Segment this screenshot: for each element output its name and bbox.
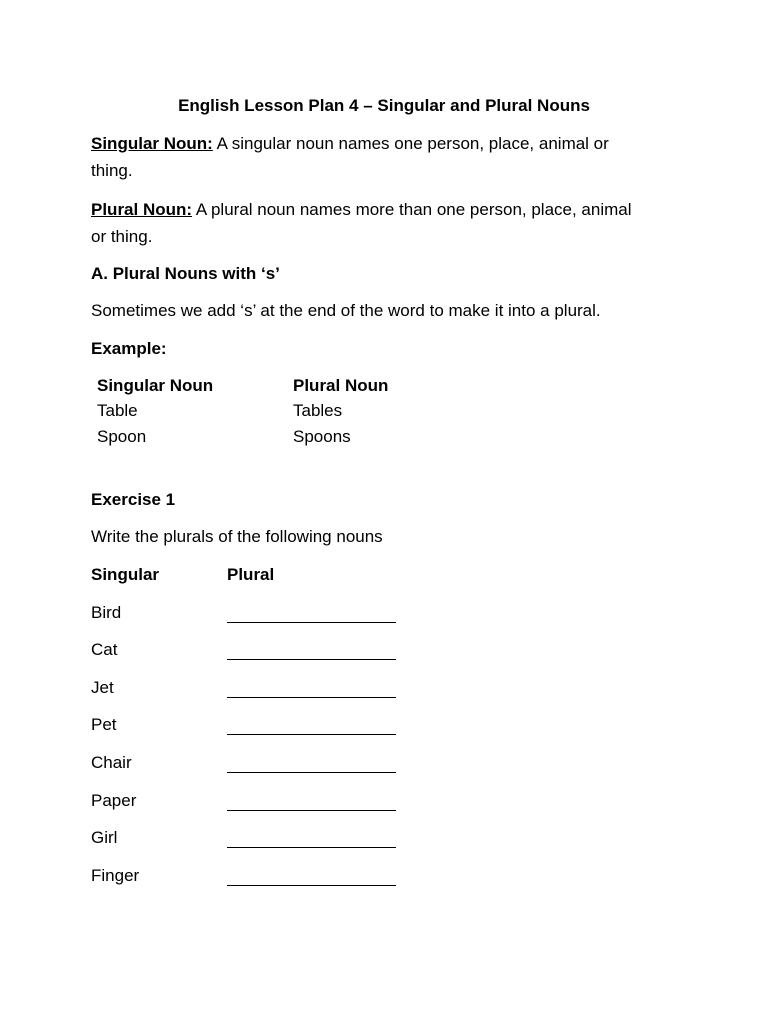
answer-blank[interactable] xyxy=(227,734,396,735)
answer-blank[interactable] xyxy=(227,697,396,698)
singular-term: Singular Noun: xyxy=(91,134,213,153)
singular-definition-cont: thing. xyxy=(91,161,133,180)
example-header-plural: Plural Noun xyxy=(293,376,389,395)
example-cell: Table xyxy=(97,401,138,420)
singular-definition xyxy=(91,133,609,155)
exercise-header-plural: Plural xyxy=(227,565,275,584)
answer-blank[interactable] xyxy=(227,772,396,773)
exercise-heading: Exercise 1 xyxy=(91,490,176,509)
answer-blank[interactable] xyxy=(227,847,396,848)
exercise-word: Girl xyxy=(91,828,118,847)
answer-blank[interactable] xyxy=(227,659,396,660)
example-cell: Tables xyxy=(293,401,343,420)
page-title: English Lesson Plan 4 – Singular and Plural Nouns xyxy=(178,96,590,115)
example-label: Example: xyxy=(91,339,167,358)
example-cell: Spoons xyxy=(293,427,351,446)
exercise-word: Cat xyxy=(91,640,118,659)
section-a-explanation: Sometimes we add ‘s’ at the end of the word to make it into a plural. xyxy=(91,301,601,320)
example-cell: Spoon xyxy=(97,427,147,446)
exercise-word: Jet xyxy=(91,678,114,697)
answer-blank[interactable] xyxy=(227,622,396,623)
plural-definition-text: A plural noun names more than one person, place, animal xyxy=(192,200,632,219)
exercise-word: Chair xyxy=(91,753,132,772)
plural-term: Plural Noun: xyxy=(91,200,193,219)
example-header-singular: Singular Noun xyxy=(97,376,214,395)
exercise-word: Paper xyxy=(91,791,137,810)
answer-blank[interactable] xyxy=(227,810,396,811)
exercise-word: Bird xyxy=(91,603,122,622)
exercise-header-singular: Singular xyxy=(91,565,160,584)
exercise-word: Pet xyxy=(91,715,117,734)
section-a-heading: A. Plural Nouns with ‘s’ xyxy=(91,264,280,283)
answer-blank[interactable] xyxy=(227,885,396,886)
singular-definition-text: A singular noun names one person, place, animal or xyxy=(212,134,609,153)
exercise-word: Finger xyxy=(91,866,140,885)
exercise-instruction: Write the plurals of the following nouns xyxy=(91,527,383,546)
plural-definition xyxy=(91,199,632,221)
plural-definition-cont: or thing. xyxy=(91,227,153,246)
